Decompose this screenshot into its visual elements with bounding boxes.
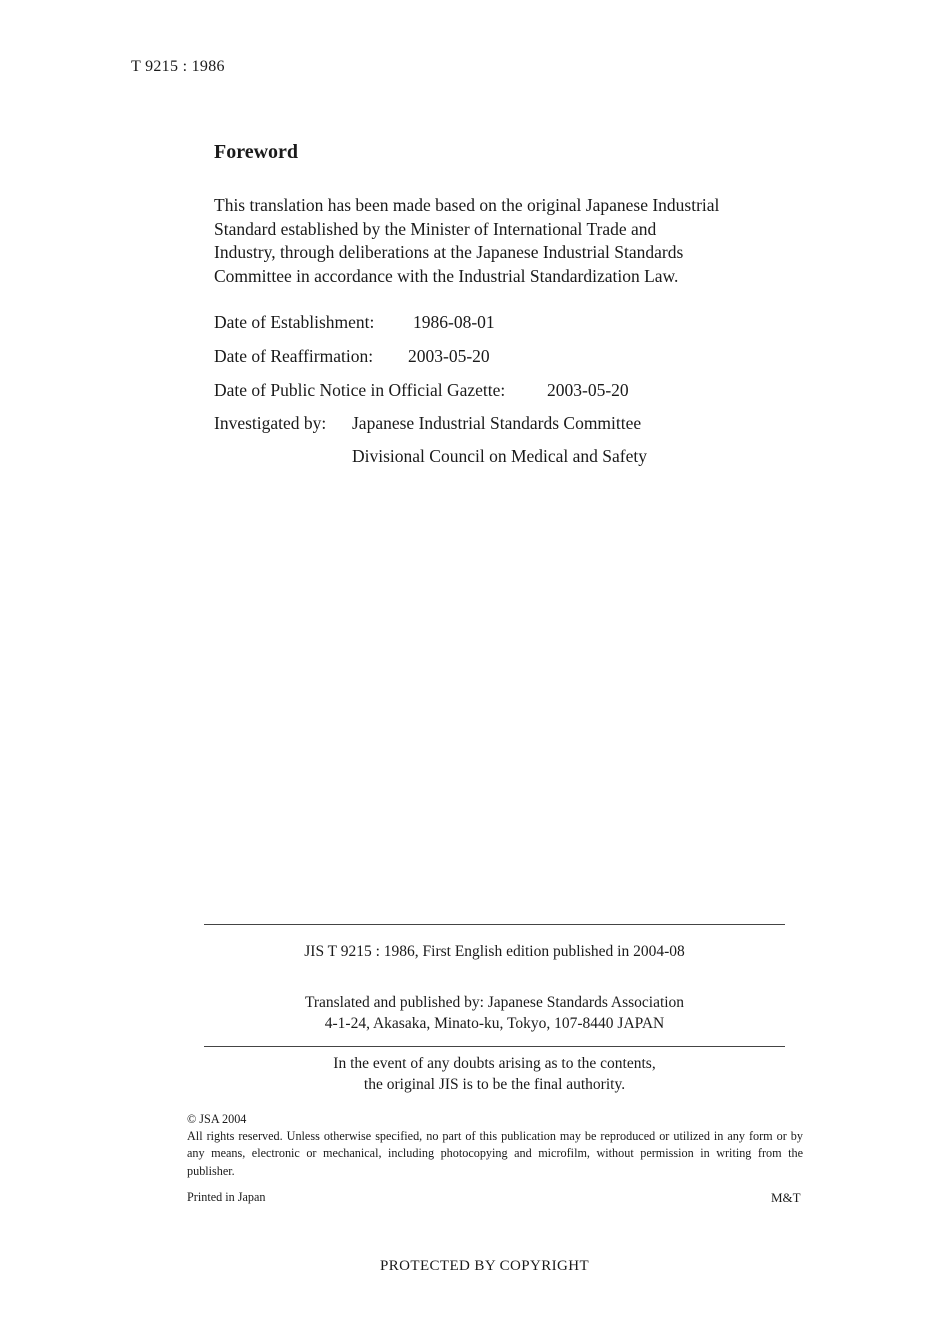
- copyright-notice: © JSA 2004: [187, 1112, 247, 1126]
- investigated-value-2: Divisional Council on Medical and Safety: [352, 446, 648, 466]
- investigated-value-1: Japanese Industrial Standards Committee: [352, 413, 642, 433]
- gazette-label: Date of Public Notice in Official Gazette:: [214, 380, 506, 400]
- rights-statement: All rights reserved. Unless otherwise specified, no part of this publication may be reproduced or utilized in any form or by any means, electronic or mechanical, including photocopying and microfilm, without permission in writing from the publisher.: [187, 1129, 803, 1178]
- reaffirmation-value: 2003-05-20: [408, 346, 490, 366]
- printer-code: M&T: [771, 1190, 801, 1205]
- establishment-label: Date of Establishment:: [214, 312, 375, 332]
- publisher-line: Translated and published by: Japanese Standards Association: [304, 994, 685, 1011]
- edition-line: JIS T 9215 : 1986, First English edition published in 2004-08: [304, 943, 685, 960]
- intro-line: Standard established by the Minister of International Trade and: [214, 218, 657, 239]
- foreword-title: Foreword: [214, 141, 299, 163]
- publisher-address: 4-1-24, Akasaka, Minato-ku, Tokyo, 107-8440 JAPAN: [324, 1015, 665, 1032]
- intro-line: This translation has been made based on the original Japanese Industrial: [214, 195, 720, 215]
- authority-note-line: In the event of any doubts arising as to the contents,: [333, 1055, 656, 1072]
- intro-line: Industry, through deliberations at the Japanese Industrial Standards: [214, 242, 684, 262]
- investigated-row: [214, 413, 642, 434]
- divider: [204, 1046, 785, 1047]
- reaffirmation-row: [214, 346, 490, 367]
- reaffirmation-label: Date of Reaffirmation:: [214, 346, 374, 366]
- printed-in: Printed in Japan: [187, 1190, 266, 1204]
- authority-note-line: the original JIS is to be the final authority.: [363, 1076, 626, 1093]
- intro-line: Committee in accordance with the Industrial Standardization Law.: [214, 265, 679, 286]
- foreword-intro: [214, 194, 814, 288]
- establishment-value: 1986-08-01: [413, 312, 495, 332]
- investigated-label: Investigated by:: [214, 413, 327, 433]
- gazette-row: [214, 380, 629, 401]
- establishment-row: [214, 312, 495, 333]
- divider: [204, 924, 785, 925]
- gazette-value: 2003-05-20: [547, 380, 629, 400]
- protected-by-copyright: PROTECTED BY COPYRIGHT: [380, 1258, 590, 1274]
- standard-number: T 9215 : 1986: [131, 58, 225, 75]
